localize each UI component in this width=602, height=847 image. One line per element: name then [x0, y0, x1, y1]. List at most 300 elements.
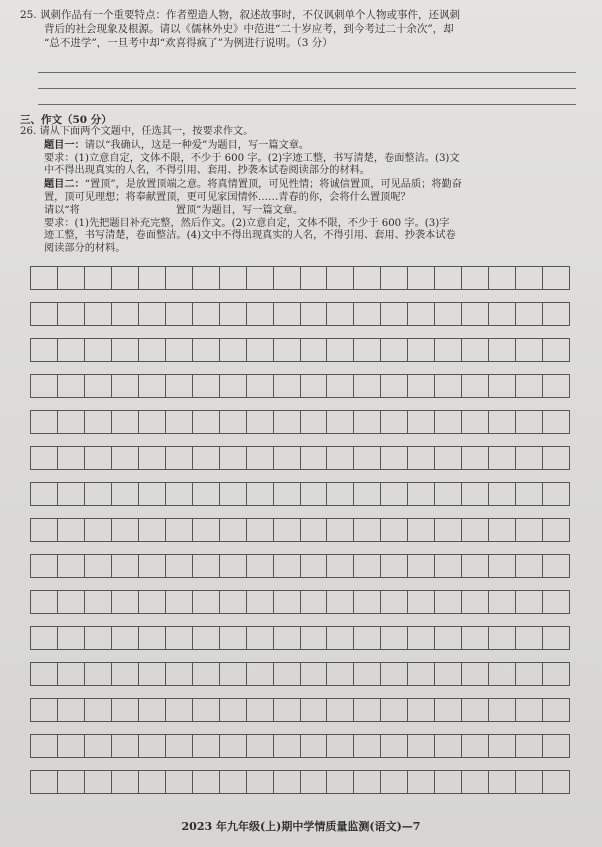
grid-cell[interactable] [542, 374, 570, 398]
grid-cell[interactable] [138, 662, 165, 686]
grid-cell[interactable] [461, 770, 488, 794]
grid-cell[interactable] [353, 338, 380, 362]
grid-cell[interactable] [515, 338, 542, 362]
grid-cell[interactable] [326, 446, 353, 470]
grid-cell[interactable] [84, 554, 111, 578]
grid-cell[interactable] [30, 590, 57, 614]
grid-cell[interactable] [326, 590, 353, 614]
grid-cell[interactable] [300, 734, 327, 758]
grid-cell[interactable] [326, 734, 353, 758]
grid-cell[interactable] [461, 338, 488, 362]
grid-cell[interactable] [138, 590, 165, 614]
grid-cell[interactable] [300, 554, 327, 578]
grid-cell[interactable] [219, 410, 246, 434]
grid-cell[interactable] [84, 410, 111, 434]
grid-cell[interactable] [273, 770, 300, 794]
grid-cell[interactable] [515, 734, 542, 758]
grid-cell[interactable] [515, 770, 542, 794]
grid-cell[interactable] [273, 482, 300, 506]
grid-cell[interactable] [57, 446, 84, 470]
grid-cell[interactable] [30, 266, 57, 290]
grid-cell[interactable] [515, 590, 542, 614]
grid-cell[interactable] [380, 446, 407, 470]
grid-cell[interactable] [461, 662, 488, 686]
grid-cell[interactable] [542, 698, 570, 722]
grid-cell[interactable] [111, 626, 138, 650]
grid-cell[interactable] [488, 302, 515, 326]
grid-cell[interactable] [30, 698, 57, 722]
grid-cell[interactable] [219, 482, 246, 506]
grid-cell[interactable] [165, 518, 192, 542]
grid-cell[interactable] [192, 554, 219, 578]
grid-cell[interactable] [273, 734, 300, 758]
grid-cell[interactable] [326, 338, 353, 362]
grid-cell[interactable] [165, 698, 192, 722]
grid-cell[interactable] [165, 590, 192, 614]
grid-cell[interactable] [515, 482, 542, 506]
grid-cell[interactable] [488, 770, 515, 794]
grid-cell[interactable] [111, 338, 138, 362]
grid-cell[interactable] [434, 698, 461, 722]
grid-cell[interactable] [138, 446, 165, 470]
grid-cell[interactable] [84, 266, 111, 290]
grid-cell[interactable] [488, 518, 515, 542]
grid-cell[interactable] [165, 482, 192, 506]
grid-cell[interactable] [380, 410, 407, 434]
grid-cell[interactable] [461, 482, 488, 506]
grid-cell[interactable] [326, 518, 353, 542]
grid-cell[interactable] [488, 482, 515, 506]
grid-cell[interactable] [407, 338, 434, 362]
grid-cell[interactable] [300, 662, 327, 686]
grid-cell[interactable] [461, 518, 488, 542]
grid-cell[interactable] [219, 770, 246, 794]
grid-cell[interactable] [192, 338, 219, 362]
grid-cell[interactable] [246, 626, 273, 650]
grid-cell[interactable] [461, 590, 488, 614]
grid-cell[interactable] [461, 374, 488, 398]
grid-cell[interactable] [380, 734, 407, 758]
grid-cell[interactable] [380, 338, 407, 362]
grid-cell[interactable] [300, 374, 327, 398]
grid-cell[interactable] [138, 374, 165, 398]
grid-cell[interactable] [407, 446, 434, 470]
grid-cell[interactable] [353, 698, 380, 722]
grid-cell[interactable] [30, 518, 57, 542]
grid-cell[interactable] [488, 662, 515, 686]
grid-cell[interactable] [138, 338, 165, 362]
grid-cell[interactable] [192, 626, 219, 650]
grid-cell[interactable] [326, 698, 353, 722]
grid-cell[interactable] [246, 338, 273, 362]
grid-cell[interactable] [300, 482, 327, 506]
grid-cell[interactable] [434, 518, 461, 542]
grid-cell[interactable] [246, 698, 273, 722]
grid-cell[interactable] [353, 266, 380, 290]
grid-cell[interactable] [300, 590, 327, 614]
grid-cell[interactable] [219, 626, 246, 650]
grid-cell[interactable] [407, 374, 434, 398]
grid-cell[interactable] [219, 698, 246, 722]
grid-cell[interactable] [461, 410, 488, 434]
grid-cell[interactable] [57, 734, 84, 758]
grid-cell[interactable] [434, 662, 461, 686]
grid-cell[interactable] [407, 482, 434, 506]
grid-cell[interactable] [542, 410, 570, 434]
grid-cell[interactable] [407, 590, 434, 614]
grid-cell[interactable] [138, 518, 165, 542]
grid-cell[interactable] [434, 482, 461, 506]
grid-cell[interactable] [380, 626, 407, 650]
grid-cell[interactable] [84, 446, 111, 470]
grid-cell[interactable] [57, 302, 84, 326]
grid-cell[interactable] [542, 446, 570, 470]
grid-cell[interactable] [515, 626, 542, 650]
grid-cell[interactable] [138, 302, 165, 326]
grid-cell[interactable] [434, 446, 461, 470]
grid-cell[interactable] [488, 590, 515, 614]
grid-cell[interactable] [407, 770, 434, 794]
grid-cell[interactable] [192, 770, 219, 794]
grid-cell[interactable] [84, 626, 111, 650]
grid-cell[interactable] [326, 626, 353, 650]
composition-grid[interactable] [30, 266, 570, 806]
grid-cell[interactable] [434, 734, 461, 758]
grid-cell[interactable] [407, 734, 434, 758]
grid-cell[interactable] [353, 626, 380, 650]
grid-cell[interactable] [30, 734, 57, 758]
grid-cell[interactable] [434, 302, 461, 326]
grid-cell[interactable] [488, 554, 515, 578]
grid-cell[interactable] [219, 662, 246, 686]
grid-cell[interactable] [326, 554, 353, 578]
grid-cell[interactable] [461, 554, 488, 578]
grid-cell[interactable] [300, 302, 327, 326]
grid-cell[interactable] [515, 554, 542, 578]
grid-cell[interactable] [300, 770, 327, 794]
grid-cell[interactable] [57, 626, 84, 650]
grid-cell[interactable] [434, 410, 461, 434]
grid-cell[interactable] [246, 590, 273, 614]
grid-cell[interactable] [407, 518, 434, 542]
grid-cell[interactable] [407, 266, 434, 290]
grid-cell[interactable] [273, 374, 300, 398]
grid-cell[interactable] [300, 518, 327, 542]
grid-cell[interactable] [246, 446, 273, 470]
grid-cell[interactable] [542, 626, 570, 650]
grid-cell[interactable] [84, 698, 111, 722]
grid-cell[interactable] [138, 266, 165, 290]
grid-cell[interactable] [326, 410, 353, 434]
grid-cell[interactable] [84, 518, 111, 542]
grid-cell[interactable] [219, 266, 246, 290]
answer-line-1[interactable] [38, 72, 576, 73]
grid-cell[interactable] [246, 410, 273, 434]
grid-cell[interactable] [542, 302, 570, 326]
grid-cell[interactable] [111, 698, 138, 722]
grid-cell[interactable] [165, 770, 192, 794]
grid-cell[interactable] [380, 770, 407, 794]
grid-cell[interactable] [461, 446, 488, 470]
grid-cell[interactable] [219, 518, 246, 542]
grid-cell[interactable] [300, 446, 327, 470]
grid-cell[interactable] [542, 662, 570, 686]
grid-cell[interactable] [380, 554, 407, 578]
grid-cell[interactable] [353, 374, 380, 398]
grid-cell[interactable] [488, 338, 515, 362]
grid-cell[interactable] [138, 626, 165, 650]
grid-cell[interactable] [57, 374, 84, 398]
grid-cell[interactable] [273, 518, 300, 542]
grid-cell[interactable] [57, 482, 84, 506]
grid-cell[interactable] [57, 770, 84, 794]
grid-cell[interactable] [165, 338, 192, 362]
grid-cell[interactable] [380, 266, 407, 290]
grid-cell[interactable] [380, 590, 407, 614]
grid-cell[interactable] [515, 446, 542, 470]
grid-cell[interactable] [488, 698, 515, 722]
answer-line-3[interactable] [38, 104, 576, 105]
grid-cell[interactable] [165, 554, 192, 578]
grid-cell[interactable] [488, 626, 515, 650]
grid-cell[interactable] [192, 302, 219, 326]
grid-cell[interactable] [84, 482, 111, 506]
grid-cell[interactable] [273, 410, 300, 434]
grid-cell[interactable] [84, 734, 111, 758]
grid-cell[interactable] [353, 590, 380, 614]
grid-cell[interactable] [30, 482, 57, 506]
grid-cell[interactable] [111, 554, 138, 578]
grid-cell[interactable] [246, 266, 273, 290]
grid-cell[interactable] [30, 302, 57, 326]
grid-cell[interactable] [84, 662, 111, 686]
grid-cell[interactable] [542, 590, 570, 614]
grid-cell[interactable] [111, 518, 138, 542]
grid-cell[interactable] [488, 374, 515, 398]
grid-cell[interactable] [300, 338, 327, 362]
grid-cell[interactable] [461, 266, 488, 290]
grid-cell[interactable] [84, 590, 111, 614]
grid-cell[interactable] [165, 410, 192, 434]
grid-cell[interactable] [434, 374, 461, 398]
grid-cell[interactable] [515, 698, 542, 722]
grid-cell[interactable] [165, 446, 192, 470]
grid-cell[interactable] [57, 554, 84, 578]
grid-cell[interactable] [434, 338, 461, 362]
grid-cell[interactable] [57, 266, 84, 290]
grid-cell[interactable] [407, 554, 434, 578]
grid-cell[interactable] [515, 374, 542, 398]
grid-cell[interactable] [219, 554, 246, 578]
grid-cell[interactable] [30, 446, 57, 470]
grid-cell[interactable] [192, 590, 219, 614]
grid-cell[interactable] [165, 302, 192, 326]
grid-cell[interactable] [353, 446, 380, 470]
grid-cell[interactable] [111, 590, 138, 614]
grid-cell[interactable] [273, 446, 300, 470]
grid-cell[interactable] [515, 410, 542, 434]
grid-cell[interactable] [300, 410, 327, 434]
grid-cell[interactable] [380, 374, 407, 398]
grid-cell[interactable] [57, 698, 84, 722]
grid-cell[interactable] [192, 374, 219, 398]
grid-cell[interactable] [111, 266, 138, 290]
grid-cell[interactable] [219, 338, 246, 362]
grid-cell[interactable] [192, 410, 219, 434]
grid-cell[interactable] [111, 302, 138, 326]
grid-cell[interactable] [192, 482, 219, 506]
grid-cell[interactable] [273, 626, 300, 650]
grid-cell[interactable] [111, 482, 138, 506]
grid-cell[interactable] [111, 374, 138, 398]
grid-cell[interactable] [192, 446, 219, 470]
grid-cell[interactable] [84, 338, 111, 362]
grid-cell[interactable] [300, 266, 327, 290]
grid-cell[interactable] [515, 266, 542, 290]
grid-cell[interactable] [138, 410, 165, 434]
grid-cell[interactable] [57, 662, 84, 686]
grid-cell[interactable] [515, 662, 542, 686]
grid-cell[interactable] [111, 734, 138, 758]
grid-cell[interactable] [192, 266, 219, 290]
grid-cell[interactable] [219, 734, 246, 758]
grid-cell[interactable] [273, 302, 300, 326]
grid-cell[interactable] [380, 482, 407, 506]
grid-cell[interactable] [138, 554, 165, 578]
grid-cell[interactable] [300, 626, 327, 650]
grid-cell[interactable] [326, 662, 353, 686]
grid-cell[interactable] [111, 446, 138, 470]
grid-cell[interactable] [57, 518, 84, 542]
grid-cell[interactable] [542, 554, 570, 578]
grid-cell[interactable] [57, 410, 84, 434]
grid-cell[interactable] [219, 446, 246, 470]
grid-cell[interactable] [246, 482, 273, 506]
grid-cell[interactable] [192, 698, 219, 722]
grid-cell[interactable] [380, 662, 407, 686]
grid-cell[interactable] [165, 662, 192, 686]
grid-cell[interactable] [84, 302, 111, 326]
grid-cell[interactable] [192, 518, 219, 542]
grid-cell[interactable] [326, 302, 353, 326]
grid-cell[interactable] [165, 374, 192, 398]
grid-cell[interactable] [407, 626, 434, 650]
grid-cell[interactable] [273, 662, 300, 686]
grid-cell[interactable] [542, 518, 570, 542]
grid-cell[interactable] [326, 266, 353, 290]
grid-cell[interactable] [138, 698, 165, 722]
answer-line-2[interactable] [38, 88, 576, 89]
grid-cell[interactable] [326, 482, 353, 506]
grid-cell[interactable] [30, 338, 57, 362]
grid-cell[interactable] [353, 734, 380, 758]
grid-cell[interactable] [434, 770, 461, 794]
grid-cell[interactable] [380, 518, 407, 542]
grid-cell[interactable] [380, 302, 407, 326]
grid-cell[interactable] [273, 266, 300, 290]
grid-cell[interactable] [488, 266, 515, 290]
grid-cell[interactable] [353, 518, 380, 542]
grid-cell[interactable] [353, 770, 380, 794]
grid-cell[interactable] [246, 374, 273, 398]
grid-cell[interactable] [300, 698, 327, 722]
grid-cell[interactable] [542, 338, 570, 362]
grid-cell[interactable] [165, 734, 192, 758]
grid-cell[interactable] [111, 770, 138, 794]
grid-cell[interactable] [138, 482, 165, 506]
grid-cell[interactable] [326, 374, 353, 398]
grid-cell[interactable] [30, 626, 57, 650]
grid-cell[interactable] [84, 770, 111, 794]
grid-cell[interactable] [434, 590, 461, 614]
grid-cell[interactable] [30, 374, 57, 398]
grid-cell[interactable] [246, 518, 273, 542]
grid-cell[interactable] [219, 302, 246, 326]
grid-cell[interactable] [542, 734, 570, 758]
grid-cell[interactable] [273, 554, 300, 578]
grid-cell[interactable] [407, 698, 434, 722]
grid-cell[interactable] [219, 374, 246, 398]
grid-cell[interactable] [461, 698, 488, 722]
grid-cell[interactable] [30, 662, 57, 686]
grid-cell[interactable] [353, 482, 380, 506]
grid-cell[interactable] [246, 554, 273, 578]
grid-cell[interactable] [30, 770, 57, 794]
grid-cell[interactable] [273, 590, 300, 614]
grid-cell[interactable] [542, 770, 570, 794]
grid-cell[interactable] [353, 662, 380, 686]
grid-cell[interactable] [515, 302, 542, 326]
grid-cell[interactable] [192, 734, 219, 758]
grid-cell[interactable] [542, 266, 570, 290]
grid-cell[interactable] [542, 482, 570, 506]
grid-cell[interactable] [219, 590, 246, 614]
grid-cell[interactable] [273, 698, 300, 722]
grid-cell[interactable] [246, 734, 273, 758]
grid-cell[interactable] [461, 734, 488, 758]
grid-cell[interactable] [138, 734, 165, 758]
grid-cell[interactable] [111, 662, 138, 686]
grid-cell[interactable] [407, 302, 434, 326]
grid-cell[interactable] [488, 410, 515, 434]
grid-cell[interactable] [353, 410, 380, 434]
grid-cell[interactable] [353, 554, 380, 578]
grid-cell[interactable] [434, 266, 461, 290]
grid-cell[interactable] [407, 662, 434, 686]
grid-cell[interactable] [353, 302, 380, 326]
grid-cell[interactable] [461, 626, 488, 650]
grid-cell[interactable] [515, 518, 542, 542]
grid-cell[interactable] [434, 626, 461, 650]
grid-cell[interactable] [246, 662, 273, 686]
grid-cell[interactable] [30, 554, 57, 578]
grid-cell[interactable] [165, 266, 192, 290]
grid-cell[interactable] [138, 770, 165, 794]
grid-cell[interactable] [488, 446, 515, 470]
grid-cell[interactable] [326, 770, 353, 794]
grid-cell[interactable] [57, 338, 84, 362]
grid-cell[interactable] [84, 374, 111, 398]
grid-cell[interactable] [192, 662, 219, 686]
grid-cell[interactable] [461, 302, 488, 326]
grid-cell[interactable] [57, 590, 84, 614]
grid-cell[interactable] [246, 770, 273, 794]
grid-cell[interactable] [165, 626, 192, 650]
grid-cell[interactable] [407, 410, 434, 434]
grid-cell[interactable] [273, 338, 300, 362]
grid-cell[interactable] [434, 554, 461, 578]
grid-cell[interactable] [111, 410, 138, 434]
